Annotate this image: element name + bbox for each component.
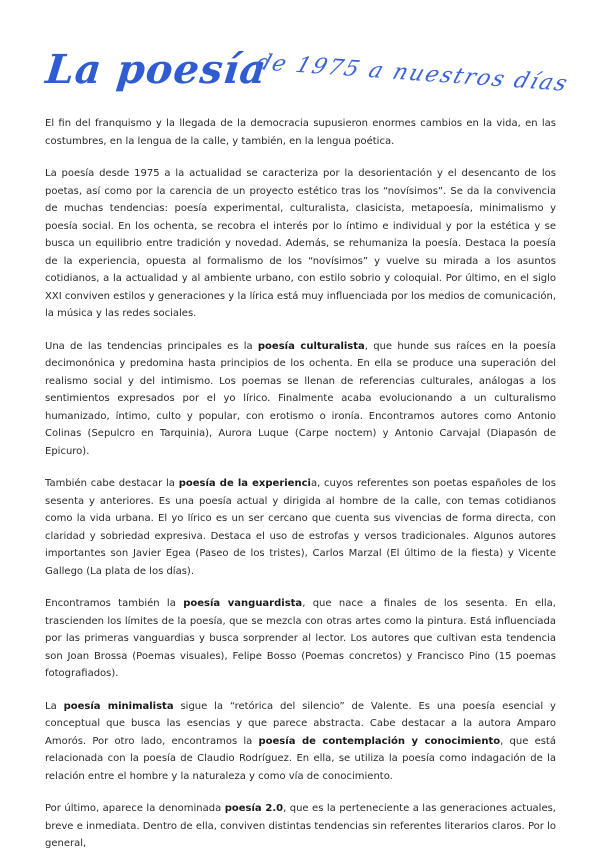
text-segment: , que hunde sus raíces en la poesía decimonónica y predomina hasta principios de los ochenta. En ella se produce una superación del realismo social y del intimismo. Los poemas se llenan de referencias culturales, análogas a los sentimientos expresados por el yo lírico. Finalmente acaba evolucionando a un culturalismo humanizado, íntimo, culto y popular, con erotismo o ironía. Encontramos autores como Antonio Colinas (Sepulcro en Tarquinia), Aurora Luque (Carpe noctem) y Antonio Carvajal (Diapasón de Epicuro). xyxy=(45,340,556,457)
paragraph-vanguardista xyxy=(45,595,556,683)
text-segment: , que nace a finales de los sesenta. En ella, trascienden los límites de la poesía, que se mezcla con otras artes como la pintura. Está influenciada por las primeras vanguardias y busca sorprender al lector. Los autores que cultivan esta tendencia son Joan Brossa (Poemas visuales), Felipe Bosso (Poemas concretos) y Francisco Pino (15 poemas fotografiados). xyxy=(45,598,556,679)
text-segment: Encontramos también la xyxy=(45,598,184,609)
paragraph-poesia-2-0 xyxy=(45,800,556,853)
page-subtitle: de 1975 a nuestros días xyxy=(252,50,573,97)
text-segment: También cabe destacar la xyxy=(45,478,179,489)
document-body xyxy=(45,115,556,853)
paragraph-culturalista xyxy=(45,338,556,461)
bold-term: poesía vanguardista xyxy=(183,598,303,609)
text-segment: Una de las tendencias principales es la xyxy=(45,340,258,352)
bold-term: poesía 2.0 xyxy=(224,803,284,814)
text-segment: a, cuyos referentes son poetas españoles de los sesenta y anteriores. Es una poesía actual y dirigida al hombre de la calle, con temas cotidianos como la vida urbana. El yo lírico es un ser cercano que cuenta sus vivencias de forma directa, con claridad y sobriedad expresiva. Destaca el uso de estrofas y versos tradicionales. Algunos autores importantes son Javier Egea (Paseo de los tristes), Carlos Marzal (El último de la fiesta) y Vicente Gallego (La plata de los días). xyxy=(45,478,556,577)
title-block xyxy=(43,46,573,102)
bold-term: poesía de la experienci xyxy=(178,478,311,489)
paragraph-overview: La poesía desde 1975 a la actualidad se caracteriza por la desorientación y el desencanto de los poetas, así como por la carencia de un proyecto estético tras los “novísimos”. Se da la convivencia de muchas tendencias: poesía experimental, culturalista, clasicista, metapoesía, minimalismo y poesía social. En los ochenta, se recobra el interés por lo íntimo e individual y por la estética y se busca un equilibrio entre tradición y novedad. Además, se rehumaniza la poesía. Destaca la poesía de la experiencia, opuesta al formalismo de los “novísimos” y vuelve su mirada a los asuntos cotidianos, a la actualidad y al ambiente urbano, con estilo sobrio y coloquial. Por último, en el siglo XXI conviven estilos y generaciones y la lírica está muy influenciada por los medios de comunicación, la música y las redes sociales. xyxy=(45,168,556,319)
text-segment: La xyxy=(45,700,64,712)
bold-term: poesía minimalista xyxy=(63,700,174,712)
page-title: La poesía xyxy=(43,46,270,93)
text-segment: , que está relacionada con la poesía de Claudio Rodríguez. En ella, se utiliza la poesía como indagación de la relación entre el hombre y la naturaleza y como vía de conocimiento. xyxy=(45,735,556,782)
paragraph-minimalista xyxy=(45,698,556,786)
bold-term: poesía de contemplación y conocimiento xyxy=(258,735,501,747)
bold-term: poesía culturalista xyxy=(257,340,365,352)
paragraph-experiencia xyxy=(45,475,556,580)
paragraph-intro: El fin del franquismo y la llegada de la democracia supusieron enormes cambios en la vida, en las costumbres, en la lengua de la calle, y también, en la lengua poética. xyxy=(45,118,556,147)
text-segment: Por último, aparece la denominada xyxy=(45,803,225,814)
text-segment: sigue la “retórica del silencio” de Valente. Es una poesía esencial y conceptual que busca las esencias y que parece abstracta. Cabe destacar a la autora Amparo Amorós. Por otro lado, encontramos la xyxy=(45,700,556,747)
text-segment: , que es la perteneciente a las generaciones actuales, breve e inmediata. Dentro de ella, conviven distintas tendencias sin referentes literarios claros. Por lo general, xyxy=(45,803,556,849)
